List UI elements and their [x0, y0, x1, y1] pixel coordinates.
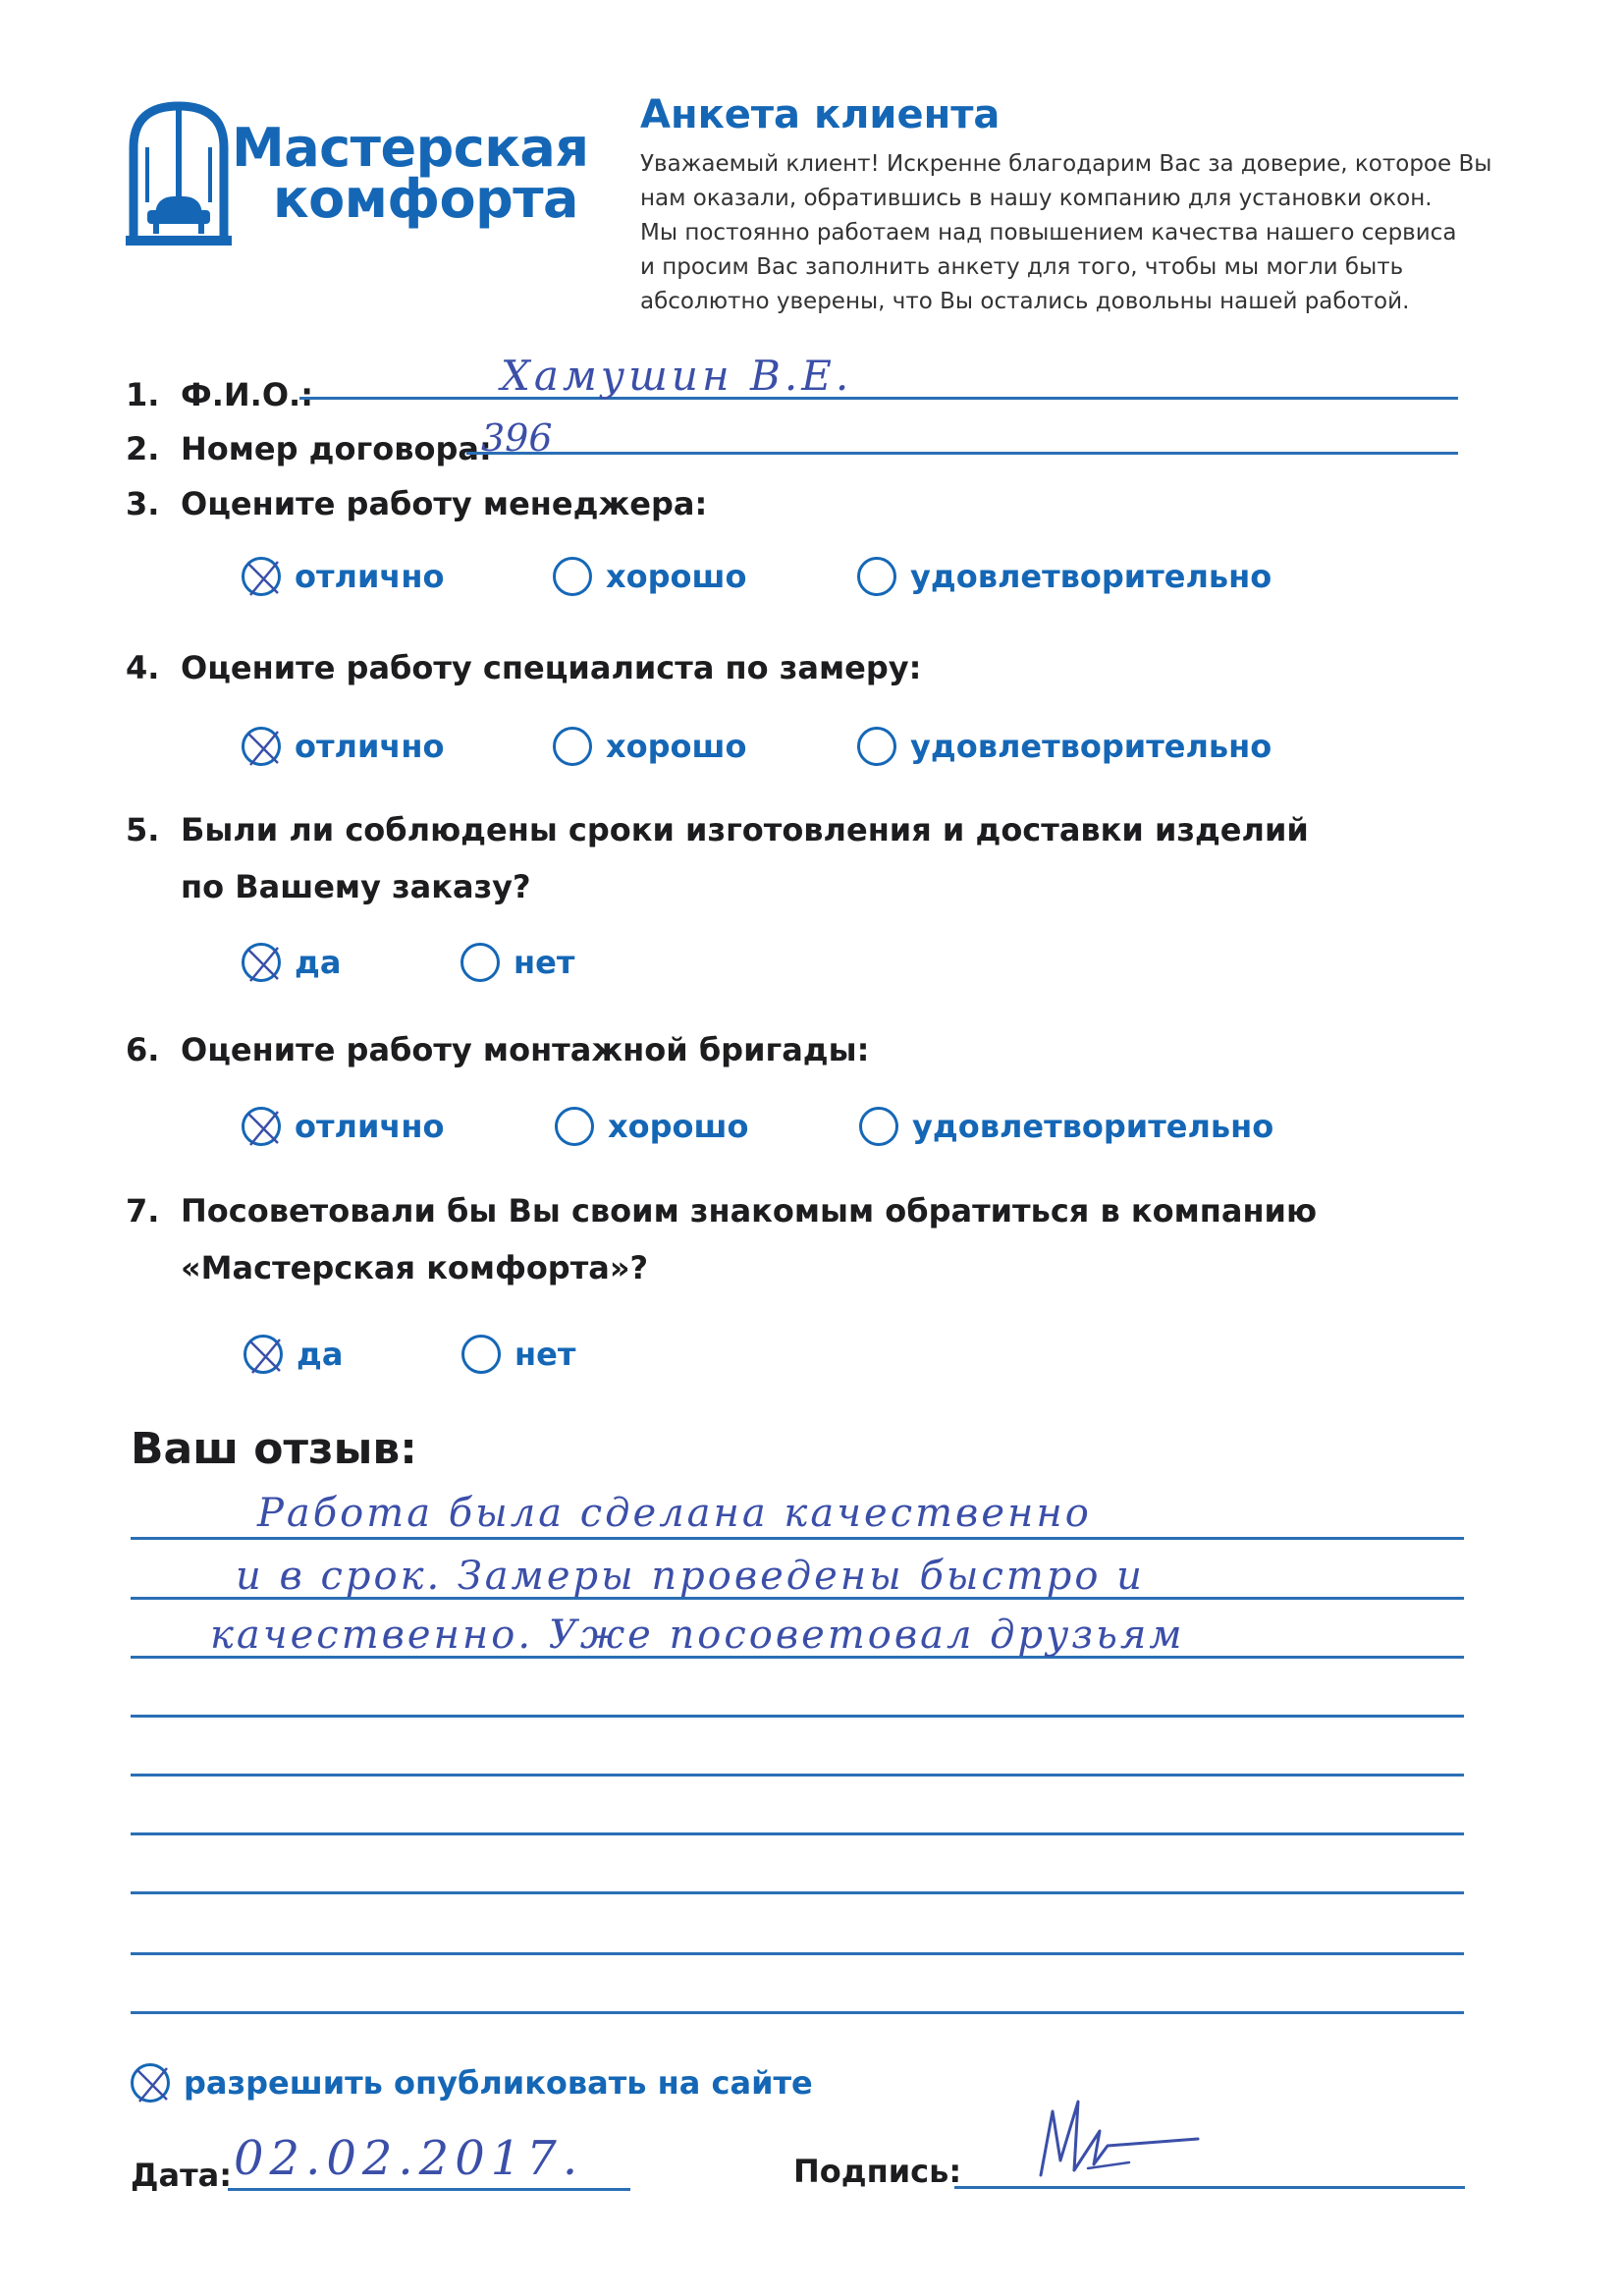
feedback-line [131, 1952, 1464, 1955]
q7-option-yes[interactable] [244, 1335, 343, 1374]
q1-name-field[interactable]: Хамушин В.Е. [501, 352, 853, 400]
cross-mark-icon [243, 1334, 288, 1379]
form-title: Анкета клиента [640, 92, 1001, 137]
feedback-text-line[interactable]: качественно. Уже посоветовал друзьям [210, 1613, 1185, 1658]
q7-label-line1: Посоветовали бы Вы своим знакомым обратиться в компанию [181, 1192, 1318, 1230]
q6-option-satisfactory[interactable] [859, 1107, 1273, 1146]
q5-label-line1: Были ли соблюдены сроки изготовления и доставки изделий [181, 811, 1309, 848]
option-label: да [295, 944, 342, 981]
cross-mark-icon [241, 1106, 286, 1151]
signature-field[interactable] [1031, 2092, 1218, 2190]
q6-option-excellent[interactable] [242, 1107, 444, 1146]
q3-option-good[interactable] [553, 557, 746, 596]
intro-text [640, 147, 1504, 319]
q4-option-excellent[interactable] [242, 727, 444, 766]
q6-number: 6. [126, 1031, 160, 1068]
q5-option-yes[interactable] [242, 943, 341, 982]
feedback-line [131, 1832, 1464, 1835]
radio-circle [244, 1335, 283, 1374]
q4-option-good[interactable] [553, 727, 746, 766]
q1-label: Ф.И.О.: [181, 376, 313, 413]
radio-circle [553, 727, 592, 766]
radio-circle [859, 1107, 898, 1146]
option-label: нет [514, 1336, 576, 1373]
feedback-text-line[interactable]: и в срок. Замеры проведены быстро и [236, 1554, 1145, 1599]
date-field-line [228, 2188, 630, 2191]
intro-line: нам оказали, обратившись в нашу компанию для установки окон. [640, 186, 1433, 211]
signature-label: Подпись: [793, 2153, 962, 2190]
window-armchair-icon [126, 100, 232, 246]
option-label: нет [514, 944, 575, 981]
q2-label: Номер договора: [181, 430, 492, 467]
option-label: да [297, 1336, 344, 1373]
feedback-text-line[interactable]: Работа была сделана качественно [257, 1491, 1092, 1536]
cross-mark-icon [241, 726, 286, 771]
q1-number: 1. [126, 376, 160, 413]
intro-line: Уважаемый клиент! Искренне благодарим Вас за доверие, которое Вы [640, 151, 1492, 177]
q5-number: 5. [126, 811, 160, 848]
radio-circle [857, 557, 896, 596]
q3-label: Оцените работу менеджера: [181, 485, 708, 522]
radio-circle [242, 557, 281, 596]
q4-number: 4. [126, 649, 160, 686]
date-label: Дата: [131, 2157, 233, 2194]
cross-mark-icon [130, 2062, 175, 2107]
option-label: удовлетворительно [910, 728, 1272, 765]
feedback-line [131, 2011, 1464, 2014]
feedback-line [131, 1774, 1464, 1777]
radio-circle [242, 1107, 281, 1146]
option-label: отлично [295, 558, 445, 595]
radio-circle [242, 727, 281, 766]
radio-circle [242, 943, 281, 982]
q6-option-good[interactable] [555, 1107, 748, 1146]
intro-line: Мы постоянно работаем над повышением качества нашего сервиса [640, 220, 1457, 246]
feedback-line [131, 1537, 1464, 1540]
option-label: удовлетворительно [912, 1108, 1274, 1145]
q4-option-satisfactory[interactable] [857, 727, 1272, 766]
q6-label: Оцените работу монтажной бригады: [181, 1031, 870, 1068]
option-label: хорошо [606, 728, 747, 765]
q1-field-line [299, 397, 1458, 400]
q7-number: 7. [126, 1192, 160, 1230]
option-label: хорошо [606, 558, 747, 595]
date-field[interactable]: 02.02.2017. [234, 2131, 584, 2186]
q3-option-satisfactory[interactable] [857, 557, 1272, 596]
company-logo [126, 100, 589, 246]
q2-field-line [466, 452, 1458, 455]
option-label: отлично [295, 728, 445, 765]
intro-line: абсолютно уверены, что Вы остались довольны нашей работой. [640, 289, 1410, 314]
radio-circle [553, 557, 592, 596]
publish-consent-label: разрешить опубликовать на сайте [184, 2064, 813, 2102]
q3-option-excellent[interactable] [242, 557, 444, 596]
q5-option-no[interactable] [460, 943, 574, 982]
q7-option-no[interactable] [461, 1335, 575, 1374]
q2-number: 2. [126, 430, 160, 467]
cross-mark-icon [241, 556, 286, 601]
radio-circle [857, 727, 896, 766]
checkbox-circle [131, 2063, 170, 2103]
logo-line-1: Мастерская [232, 117, 589, 179]
publish-consent-checkbox[interactable] [131, 2063, 813, 2103]
q7-label-line2: «Мастерская комфорта»? [181, 1249, 649, 1286]
q2-contract-field[interactable]: 396 [481, 416, 553, 460]
radio-circle [460, 943, 500, 982]
feedback-heading: Ваш отзыв: [131, 1424, 417, 1474]
feedback-line [131, 1891, 1464, 1894]
q5-label-line2: по Вашему заказу? [181, 868, 531, 905]
q3-number: 3. [126, 485, 160, 522]
option-label: хорошо [608, 1108, 749, 1145]
cross-mark-icon [241, 942, 286, 987]
feedback-line [131, 1715, 1464, 1718]
radio-circle [461, 1335, 501, 1374]
intro-line: и просим Вас заполнить анкету для того, чтобы мы могли быть [640, 254, 1404, 280]
logo-line-2: комфорта [273, 168, 578, 230]
q4-label: Оцените работу специалиста по замеру: [181, 649, 922, 686]
option-label: отлично [295, 1108, 445, 1145]
option-label: удовлетворительно [910, 558, 1272, 595]
radio-circle [555, 1107, 594, 1146]
